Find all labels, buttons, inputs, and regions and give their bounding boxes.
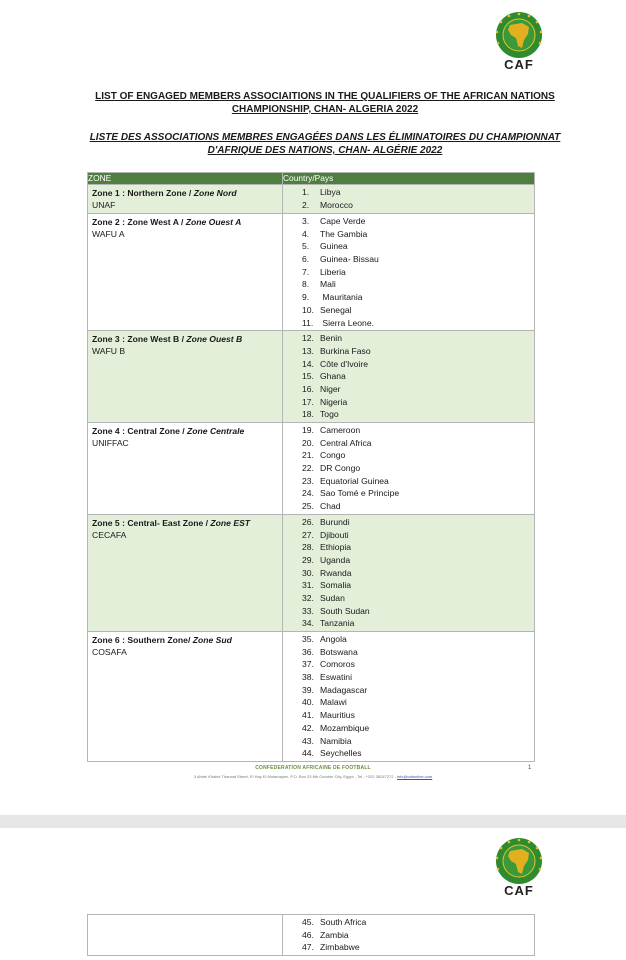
list-item bbox=[302, 332, 534, 345]
zone-name bbox=[92, 333, 278, 345]
country-number: 39. bbox=[302, 684, 314, 695]
country-list bbox=[283, 331, 534, 422]
zone-name-en: Zone 5 : Central- East Zone / bbox=[92, 517, 211, 528]
zone-name bbox=[92, 216, 278, 228]
list-item bbox=[302, 487, 534, 500]
zone-name-fr: Zone Centrale bbox=[187, 426, 245, 436]
zone-name-en: Zone 6 : Southern Zone/ bbox=[92, 635, 193, 645]
country-number: 2. bbox=[302, 199, 310, 210]
country-name: South Africa bbox=[320, 917, 367, 927]
list-item bbox=[302, 253, 534, 266]
zone-cell bbox=[88, 214, 283, 331]
country-number: 21. bbox=[302, 450, 314, 461]
table-row bbox=[88, 331, 535, 423]
footer-address-text: 3 Abdel Khalek Tharwat Street, El Hay El Motamayez, P.O. Box 23 6th October City, Egypt - Tel.: +202 38247272 - bbox=[193, 774, 398, 779]
zones-table bbox=[87, 172, 535, 762]
country-number: 34. bbox=[302, 618, 314, 629]
document-page-2 bbox=[0, 828, 626, 960]
zone-cell bbox=[88, 632, 283, 762]
list-item bbox=[302, 747, 534, 760]
zone-name-fr: Zone Sud bbox=[192, 635, 232, 645]
country-cell bbox=[283, 331, 535, 423]
country-number: 35. bbox=[302, 634, 314, 644]
zone-name-fr: Zone EST bbox=[210, 517, 251, 528]
zone-cell bbox=[88, 423, 283, 515]
country-cell bbox=[283, 214, 535, 331]
country-name: Tanzania bbox=[320, 618, 355, 629]
list-item bbox=[302, 696, 534, 709]
list-item bbox=[302, 554, 534, 567]
zone-organization: WAFU A bbox=[92, 229, 125, 239]
title-french-line-1: LISTE DES ASSOCIATIONS MEMBRES ENGAGÉES DANS LES ÉLIMINATOIRES DU CHAMPIONNAT bbox=[89, 132, 561, 143]
list-item bbox=[302, 240, 534, 253]
caf-logo-text: CAF bbox=[504, 883, 534, 898]
country-name: Somalia bbox=[320, 580, 352, 591]
zone-organization: WAFU B bbox=[92, 346, 126, 357]
country-number: 6. bbox=[302, 254, 310, 265]
country-name: Comoros bbox=[320, 659, 355, 670]
country-name: Liberia bbox=[320, 266, 346, 277]
country-name: Madagascar bbox=[320, 684, 368, 695]
country-number: 19. bbox=[302, 425, 314, 435]
list-item bbox=[302, 735, 534, 748]
country-number: 18. bbox=[302, 409, 314, 420]
country-number: 12. bbox=[302, 333, 314, 344]
zone-organization: COSAFA bbox=[92, 647, 127, 657]
list-item bbox=[302, 358, 534, 371]
list-item bbox=[302, 475, 534, 488]
footer-email-link[interactable]: info@cafonline.com bbox=[397, 774, 433, 779]
country-number: 13. bbox=[302, 345, 314, 356]
country-number: 46. bbox=[302, 929, 314, 940]
list-item bbox=[302, 449, 534, 462]
country-name: Cape Verde bbox=[320, 216, 366, 226]
list-item bbox=[302, 437, 534, 450]
zone-organization: CECAFA bbox=[92, 529, 127, 540]
country-cell bbox=[283, 632, 535, 762]
list-item bbox=[302, 929, 534, 942]
continuation-country-list bbox=[283, 915, 534, 955]
country-name: Congo bbox=[320, 450, 346, 461]
title-english-line-1: LIST OF ENGAGED MEMBERS ASSOCIAITIONS IN THE QUALIFIERS OF THE AFRICAN NATIONS bbox=[95, 91, 555, 102]
country-name: Côte d'Ivoire bbox=[320, 358, 368, 369]
zone-cell bbox=[88, 185, 283, 214]
list-item bbox=[302, 370, 534, 383]
country-number: 11. bbox=[302, 317, 314, 328]
country-name: The Gambia bbox=[320, 228, 368, 239]
list-item bbox=[302, 579, 534, 592]
country-cell bbox=[283, 423, 535, 515]
list-item bbox=[302, 408, 534, 421]
country-cell bbox=[283, 185, 535, 214]
country-name: DR Congo bbox=[320, 463, 361, 474]
country-number: 44. bbox=[302, 748, 314, 759]
country-name: Sierra Leone. bbox=[320, 317, 374, 328]
country-number: 25. bbox=[302, 501, 314, 512]
title-english-line-2: CHAMPIONSHIP, CHAN- ALGERIA 2022 bbox=[231, 104, 419, 115]
title-french bbox=[60, 131, 590, 157]
country-number: 37. bbox=[302, 659, 314, 670]
list-item bbox=[302, 199, 534, 212]
country-number: 23. bbox=[302, 475, 314, 486]
country-number: 3. bbox=[302, 216, 310, 226]
caf-logo-emblem-icon bbox=[486, 10, 552, 60]
country-number: 7. bbox=[302, 266, 310, 277]
country-number: 30. bbox=[302, 567, 314, 578]
country-name: Uganda bbox=[320, 554, 351, 565]
header-country: Country/Pays bbox=[283, 173, 535, 185]
continuation-zone-cell bbox=[88, 915, 283, 956]
list-item bbox=[302, 605, 534, 618]
zone-cell bbox=[88, 514, 283, 631]
country-name: South Sudan bbox=[320, 605, 370, 616]
list-item bbox=[302, 462, 534, 475]
country-name: Cameroon bbox=[320, 425, 361, 435]
list-item bbox=[302, 633, 534, 646]
country-number: 43. bbox=[302, 735, 314, 746]
zone-name-en: Zone 1 : Northern Zone / bbox=[92, 188, 194, 198]
list-item bbox=[302, 941, 534, 954]
zone-name-en: Zone 4 : Central Zone / bbox=[92, 426, 188, 436]
zone-name-en: Zone 2 : Zone West A / bbox=[92, 217, 186, 227]
zone-name-fr: Zone Ouest A bbox=[185, 217, 242, 227]
country-name: Nigeria bbox=[320, 396, 348, 407]
list-item bbox=[302, 345, 534, 358]
country-number: 16. bbox=[302, 383, 314, 394]
title-french-line-2: D'AFRIQUE DES NATIONS, CHAN- ALGÉRIE 2022 bbox=[207, 145, 443, 156]
country-number: 45. bbox=[302, 917, 314, 927]
country-number: 32. bbox=[302, 592, 314, 603]
caf-logo bbox=[486, 10, 552, 72]
country-number: 15. bbox=[302, 371, 314, 382]
country-list bbox=[283, 214, 534, 330]
zone-cell bbox=[88, 331, 283, 423]
country-number: 24. bbox=[302, 488, 314, 499]
country-number: 28. bbox=[302, 542, 314, 553]
zone-name bbox=[92, 634, 278, 646]
table-row bbox=[88, 423, 535, 515]
zone-organization: UNIFFAC bbox=[92, 438, 129, 448]
list-item bbox=[302, 186, 534, 199]
footer-address bbox=[0, 774, 626, 779]
list-item bbox=[302, 291, 534, 304]
table-row bbox=[88, 632, 535, 762]
title-english bbox=[60, 90, 590, 116]
table-row bbox=[88, 514, 535, 631]
list-item bbox=[302, 541, 534, 554]
country-list bbox=[283, 185, 534, 212]
continuation-country-cell bbox=[283, 915, 535, 956]
list-item bbox=[302, 228, 534, 241]
country-name: Ghana bbox=[320, 371, 346, 382]
list-item bbox=[302, 278, 534, 291]
country-number: 10. bbox=[302, 304, 314, 315]
zone-name-fr: Zone Ouest B bbox=[186, 334, 243, 345]
table-header-row bbox=[88, 173, 535, 185]
zone-name-en: Zone 3 : Zone West B / bbox=[92, 334, 187, 345]
country-name: Morocco bbox=[320, 199, 353, 210]
caf-logo bbox=[486, 836, 552, 898]
country-cell bbox=[283, 514, 535, 631]
country-name: Zambia bbox=[320, 929, 349, 940]
country-number: 17. bbox=[302, 396, 314, 407]
list-item bbox=[302, 671, 534, 684]
continuation-table bbox=[87, 914, 535, 956]
country-name: Mauritania bbox=[320, 292, 363, 303]
country-list bbox=[283, 632, 534, 761]
country-number: 20. bbox=[302, 437, 314, 448]
country-name: Niger bbox=[320, 383, 341, 394]
country-number: 36. bbox=[302, 646, 314, 657]
country-name: Guinea- Bissau bbox=[320, 254, 379, 265]
list-item bbox=[302, 709, 534, 722]
list-item bbox=[302, 317, 534, 330]
country-number: 26. bbox=[302, 516, 314, 527]
list-item bbox=[302, 617, 534, 630]
country-list bbox=[283, 515, 534, 631]
country-number: 14. bbox=[302, 358, 314, 369]
country-number: 4. bbox=[302, 228, 310, 239]
header-zone: ZONE bbox=[88, 173, 283, 185]
zone-name bbox=[92, 187, 278, 199]
list-item bbox=[302, 516, 534, 529]
country-number: 41. bbox=[302, 710, 314, 721]
page-number: 1 bbox=[528, 765, 532, 771]
country-list bbox=[283, 423, 534, 514]
country-name: Guinea bbox=[320, 241, 348, 252]
country-number: 22. bbox=[302, 463, 314, 474]
country-number: 29. bbox=[302, 554, 314, 565]
country-number: 33. bbox=[302, 605, 314, 616]
list-item bbox=[302, 304, 534, 317]
country-name: Djibouti bbox=[320, 529, 349, 540]
list-item bbox=[302, 646, 534, 659]
country-number: 42. bbox=[302, 722, 314, 733]
country-name: Seychelles bbox=[320, 748, 362, 759]
country-name: Togo bbox=[320, 409, 339, 420]
country-name: Sao Tomé e Principe bbox=[320, 488, 400, 499]
caf-logo-emblem-icon bbox=[486, 836, 552, 886]
country-number: 9. bbox=[302, 292, 310, 303]
country-name: Chad bbox=[320, 501, 341, 512]
country-number: 47. bbox=[302, 942, 314, 953]
country-name: Mauritius bbox=[320, 710, 355, 721]
country-name: Malawi bbox=[320, 697, 347, 708]
table-row bbox=[88, 185, 535, 214]
zone-name-fr: Zone Nord bbox=[193, 188, 237, 198]
country-name: Mali bbox=[320, 279, 336, 290]
country-number: 1. bbox=[302, 187, 310, 197]
list-item bbox=[302, 684, 534, 697]
country-name: Zimbabwe bbox=[320, 942, 360, 953]
continuation-row bbox=[88, 915, 535, 956]
country-name: Sudan bbox=[320, 592, 345, 603]
footer-organization: CONFEDERATION AFRICAINE DE FOOTBALL bbox=[255, 765, 371, 771]
country-number: 40. bbox=[302, 697, 314, 708]
list-item bbox=[302, 383, 534, 396]
country-name: Rwanda bbox=[320, 567, 352, 578]
country-name: Burkina Faso bbox=[320, 345, 371, 356]
country-name: Mozambique bbox=[320, 722, 370, 733]
list-item bbox=[302, 215, 534, 228]
country-name: Ethiopia bbox=[320, 542, 352, 553]
country-name: Botswana bbox=[320, 646, 358, 657]
country-number: 38. bbox=[302, 672, 314, 683]
list-item bbox=[302, 916, 534, 929]
country-number: 8. bbox=[302, 279, 310, 290]
list-item bbox=[302, 500, 534, 513]
country-name: Eswatini bbox=[320, 672, 352, 683]
caf-logo-text: CAF bbox=[504, 57, 534, 72]
list-item bbox=[302, 722, 534, 735]
country-name: Libya bbox=[320, 187, 341, 197]
country-name: Namibia bbox=[320, 735, 352, 746]
zone-name bbox=[92, 517, 278, 529]
list-item bbox=[302, 592, 534, 605]
country-name: Burundi bbox=[320, 516, 350, 527]
country-name: Central Africa bbox=[320, 437, 372, 448]
country-name: Benin bbox=[320, 333, 342, 344]
country-name: Senegal bbox=[320, 304, 352, 315]
country-number: 31. bbox=[302, 580, 314, 591]
country-number: 5. bbox=[302, 241, 310, 252]
list-item bbox=[302, 424, 534, 437]
list-item bbox=[302, 396, 534, 409]
country-name: Angola bbox=[320, 634, 347, 644]
country-number: 27. bbox=[302, 529, 314, 540]
list-item bbox=[302, 567, 534, 580]
zone-name bbox=[92, 425, 278, 437]
list-item bbox=[302, 658, 534, 671]
table-row bbox=[88, 214, 535, 331]
zone-organization: UNAF bbox=[92, 200, 116, 210]
list-item bbox=[302, 266, 534, 279]
country-name: Equatorial Guinea bbox=[320, 475, 389, 486]
list-item bbox=[302, 529, 534, 542]
